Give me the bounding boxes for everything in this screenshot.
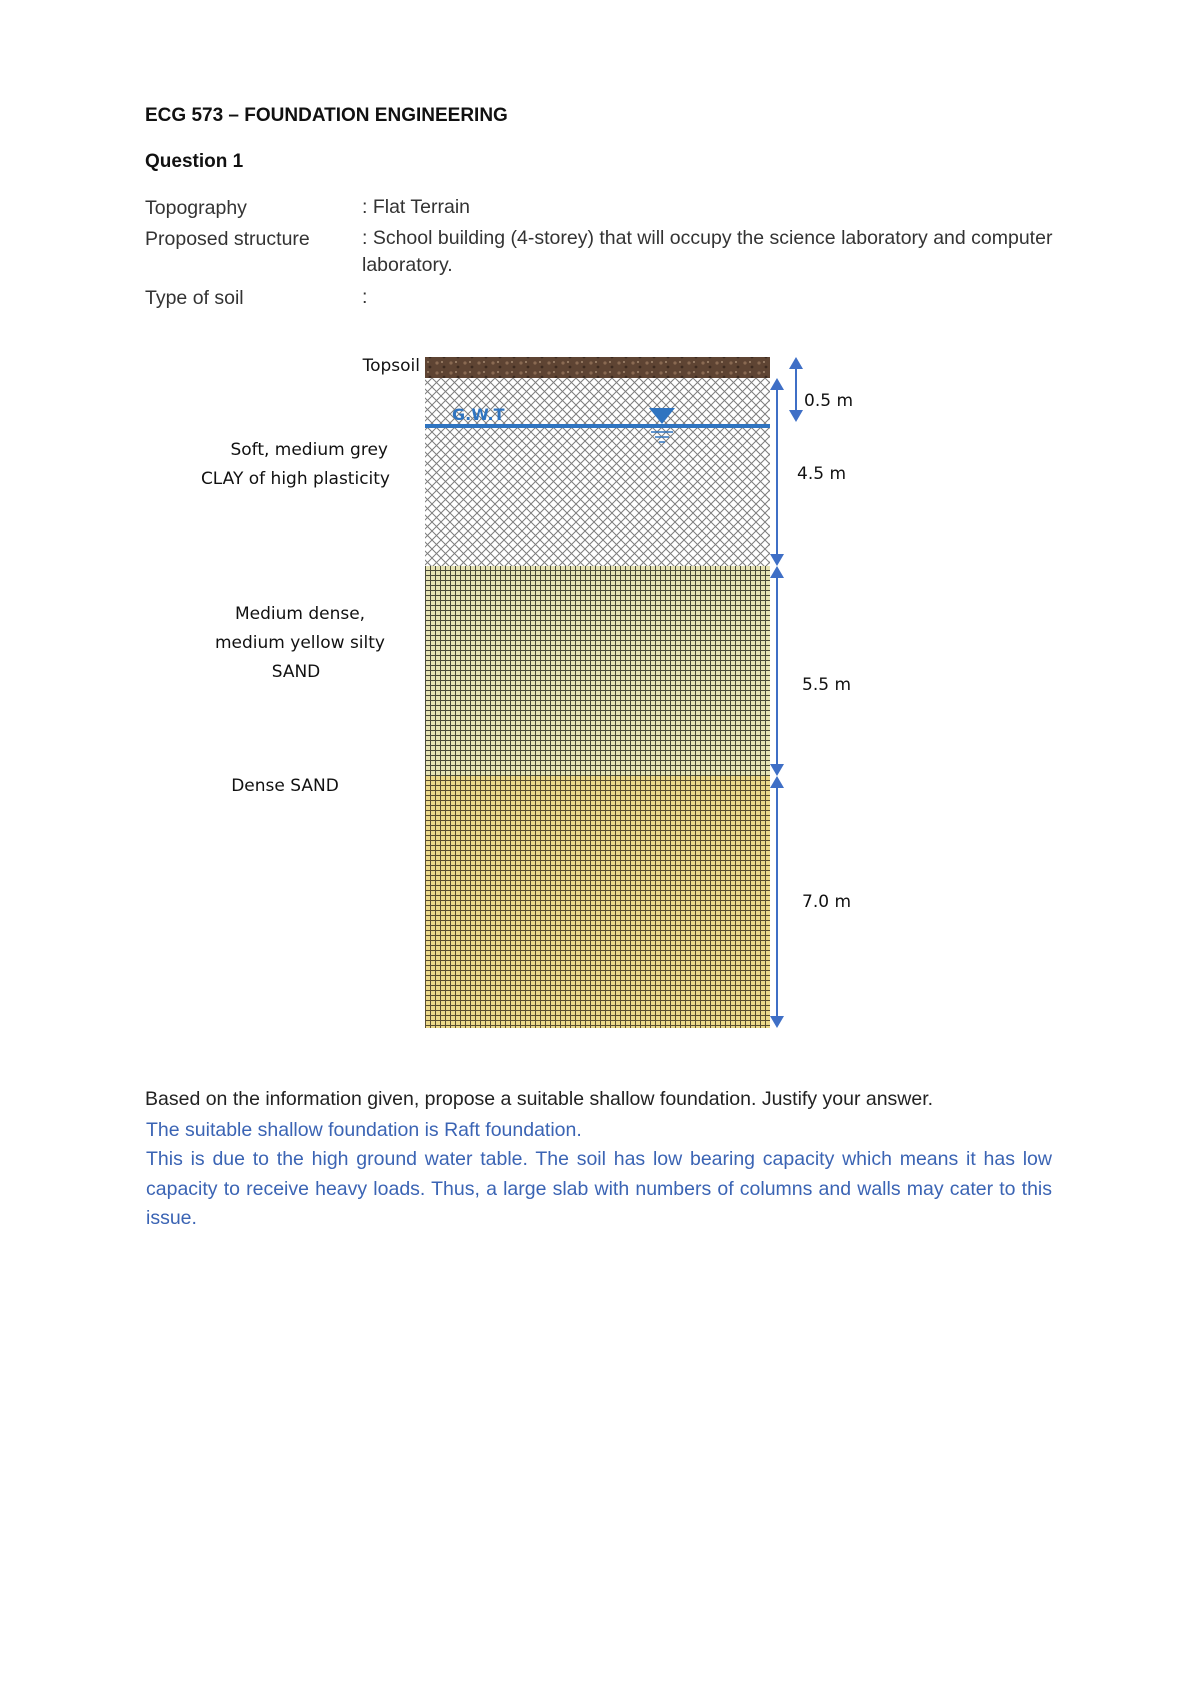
answer-line1: The suitable shallow foundation is Raft foundation. bbox=[146, 1119, 582, 1141]
soil-type-value: : bbox=[362, 286, 368, 308]
layer-dense-sand bbox=[425, 776, 770, 1028]
dim-arrow-topsoil bbox=[789, 357, 803, 422]
layer-topsoil bbox=[425, 357, 770, 378]
document-title: ECG 573 – FOUNDATION ENGINEERING bbox=[145, 105, 508, 126]
label-dense-sand: Dense SAND bbox=[231, 776, 339, 796]
topography-label: Topography bbox=[145, 197, 247, 219]
question-heading: Question 1 bbox=[145, 151, 244, 172]
label-clay-line2: CLAY of high plasticity bbox=[200, 469, 390, 489]
label-silty-sand-line3: SAND bbox=[271, 662, 321, 682]
dim-dense-sand: 7.0 m bbox=[802, 892, 851, 912]
dim-arrow-silty-sand bbox=[770, 566, 784, 776]
question-text: Based on the information given, propose a suitable shallow foundation. Justify your answer. bbox=[145, 1088, 934, 1110]
dim-topsoil: 0.5 m bbox=[804, 391, 853, 411]
label-clay-line1: Soft, medium grey bbox=[230, 440, 388, 460]
dim-clay: 4.5 m bbox=[797, 464, 846, 484]
soil-type-label: Type of soil bbox=[145, 287, 244, 309]
topography-value: : Flat Terrain bbox=[362, 196, 471, 218]
proposed-structure-value: : School building (4-storey) that will occupy the science laboratory and computer laboratory. bbox=[362, 227, 1053, 276]
label-silty-sand-line1: Medium dense, bbox=[234, 604, 366, 624]
answer-justification: This is due to the high ground water table. The soil has low bearing capacity which means it has low capacity to receive heavy loads. Thus, a large slab with numbers of columns and walls may cater to this issue. bbox=[146, 1148, 1052, 1229]
gwt-label: G.W.T bbox=[452, 405, 505, 424]
label-topsoil: Topsoil bbox=[362, 356, 420, 376]
dim-arrow-dense-sand bbox=[770, 776, 784, 1028]
proposed-structure-label: Proposed structure bbox=[145, 228, 310, 250]
dim-arrow-clay bbox=[770, 378, 784, 566]
dim-silty-sand: 5.5 m bbox=[802, 675, 851, 695]
label-silty-sand-line2: medium yellow silty bbox=[215, 633, 385, 653]
layer-silty-sand bbox=[425, 566, 770, 776]
